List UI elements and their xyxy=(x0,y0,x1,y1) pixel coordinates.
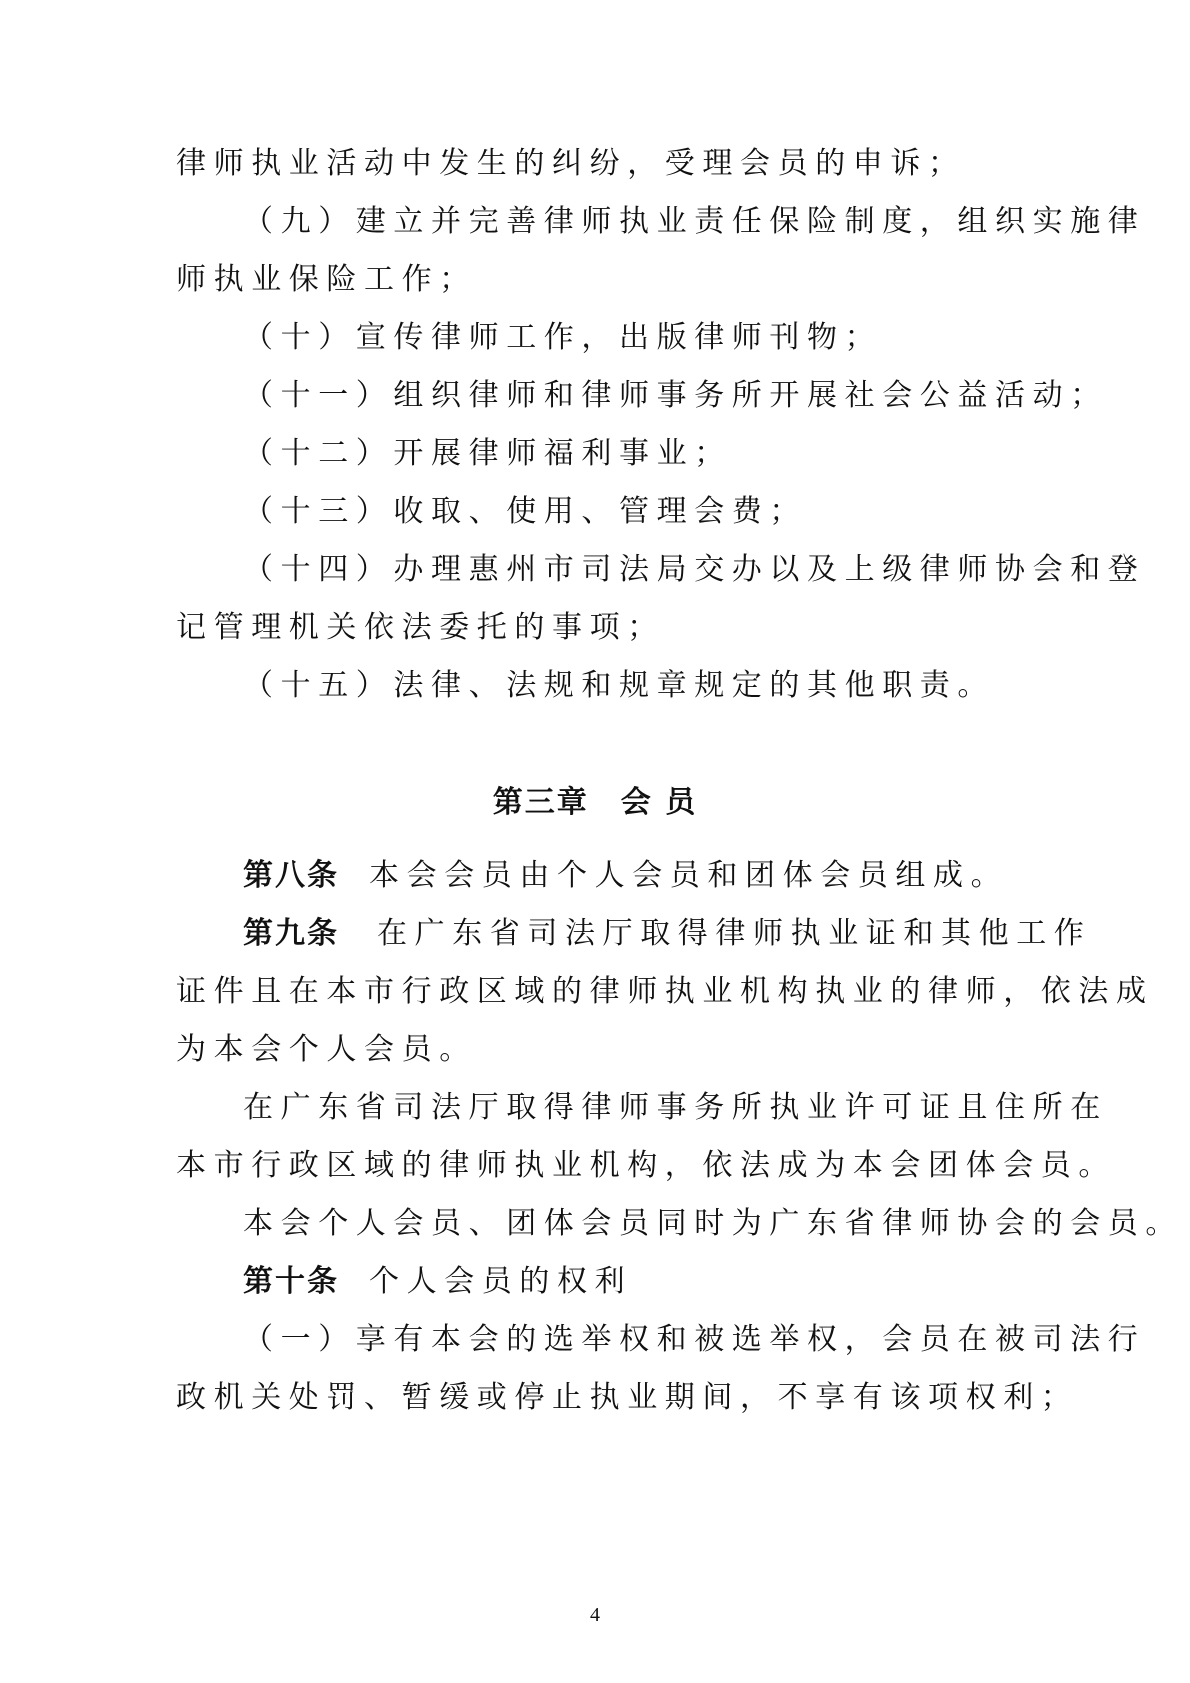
text-line: （一）享有本会的选举权和被选举权，会员在被司法行 xyxy=(243,1322,1146,1357)
text-line: 证件且在本市行政区域的律师执业机构执业的律师，依法成 xyxy=(176,974,1154,1009)
article-text: 本会会员由个人会员和团体会员组成。 xyxy=(369,858,1009,893)
text-line: 政机关处罚、暂缓或停止执业期间，不享有该项权利； xyxy=(176,1380,1079,1415)
article-9 xyxy=(243,914,1091,954)
text-line: （九）建立并完善律师执业责任保险制度，组织实施律 xyxy=(243,204,1146,239)
text-line: （十二）开展律师福利事业； xyxy=(243,436,732,471)
article-text: 在广东省司法厅取得律师执业证和其他工作 xyxy=(377,916,1092,951)
text-line: 为本会个人会员。 xyxy=(176,1032,477,1067)
text-line: （十三）收取、使用、管理会费； xyxy=(243,494,807,529)
text-line: （十）宣传律师工作，出版律师刊物； xyxy=(243,320,883,355)
text-line: （十四）办理惠州市司法局交办以及上级律师协会和登 xyxy=(243,552,1146,587)
article-10 xyxy=(243,1262,632,1302)
text-line: 在广东省司法厅取得律师事务所执业许可证且住所在 xyxy=(243,1090,1108,1125)
article-label: 第九条 xyxy=(243,916,339,951)
text-line: 师执业保险工作； xyxy=(176,262,477,297)
text-line: 本市行政区域的律师执业机构，依法成为本会团体会员。 xyxy=(176,1148,1116,1183)
article-text: 个人会员的权利 xyxy=(369,1264,633,1299)
text-line: 本会个人会员、团体会员同时为广东省律师协会的会员。 xyxy=(243,1206,1183,1241)
text-line: （十一）组织律师和律师事务所开展社会公益活动； xyxy=(243,378,1108,413)
article-label: 第十条 xyxy=(243,1264,339,1299)
page-number: 4 xyxy=(590,1604,600,1626)
text-line: 律师执业活动中发生的纠纷，受理会员的申诉； xyxy=(176,146,966,181)
article-label: 第八条 xyxy=(243,858,339,893)
text-line: （十五）法律、法规和规章规定的其他职责。 xyxy=(243,668,995,703)
article-8 xyxy=(243,856,1008,896)
chapter-heading: 第三章 会 员 xyxy=(492,785,698,820)
text-line: 记管理机关依法委托的事项； xyxy=(176,610,665,645)
